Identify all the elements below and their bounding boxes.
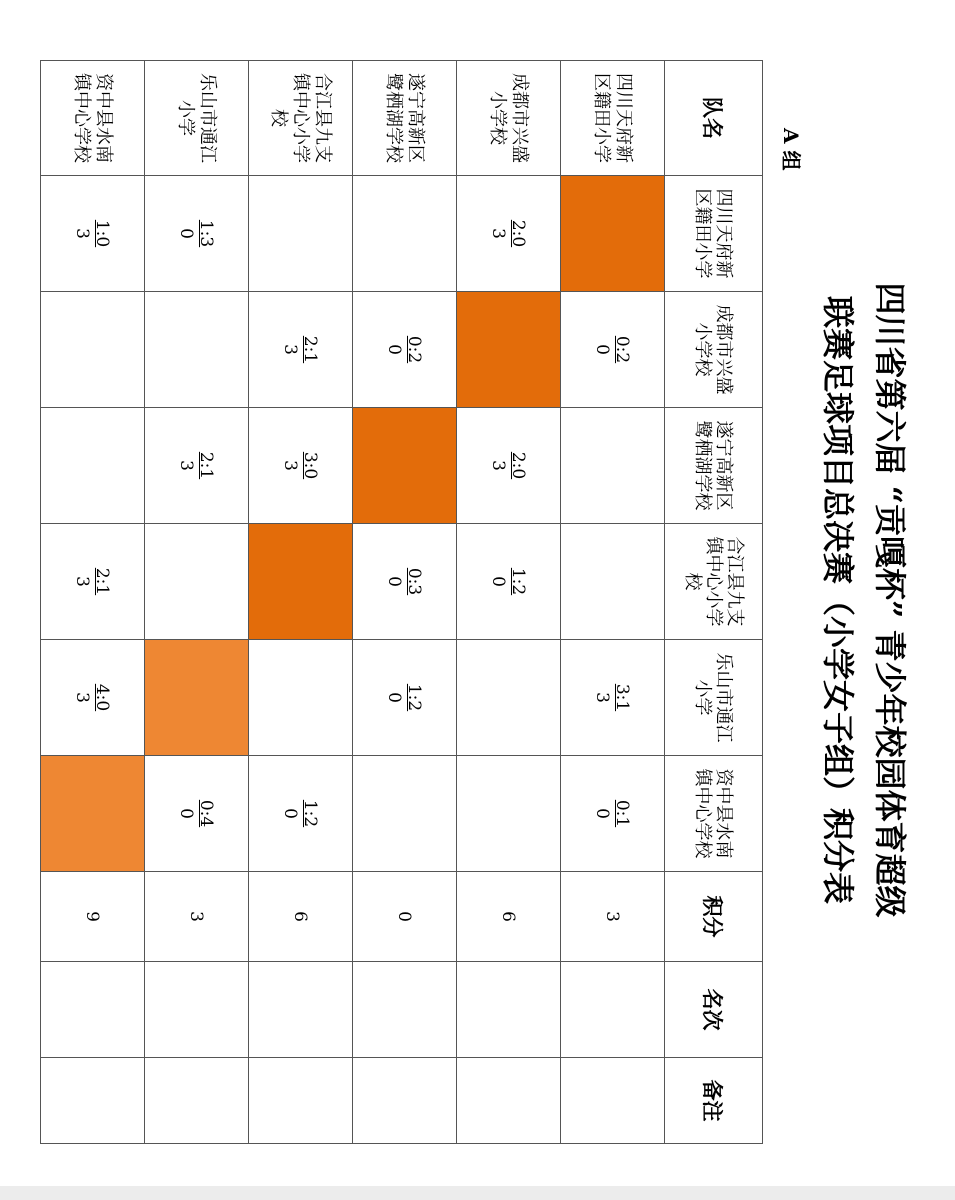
- match-score: 2:0: [508, 219, 529, 248]
- match-score: 2:0: [508, 451, 529, 480]
- table-row: [249, 61, 353, 1144]
- match-points: 0: [592, 344, 613, 355]
- table-row: [457, 61, 561, 1144]
- notes-cell: [41, 1058, 145, 1144]
- score-cell: [561, 292, 665, 408]
- match-points: 0: [592, 808, 613, 819]
- header-opponent: 成都市兴盛小学校: [665, 292, 763, 408]
- points-cell: 6: [249, 872, 353, 962]
- page-title-line-2: 联赛足球项目总决赛（小学女子组）积分表: [819, 295, 857, 904]
- match-score: 0:2: [612, 335, 633, 364]
- points-cell: 6: [457, 872, 561, 962]
- team-name: 合江县九支镇中心小学校: [249, 61, 353, 176]
- team-name: 乐山市通江小学: [145, 61, 249, 176]
- score-cell: [353, 640, 457, 756]
- score-cell: [353, 756, 457, 872]
- table-row: [41, 61, 145, 1144]
- rank-cell: [561, 962, 665, 1058]
- header-team: 队名: [665, 61, 763, 176]
- score-cell: [353, 292, 457, 408]
- score-cell: [249, 176, 353, 292]
- match-score: 1:2: [404, 683, 425, 712]
- group-label: A 组: [779, 128, 803, 171]
- table-row: [353, 61, 457, 1144]
- score-cell: [41, 176, 145, 292]
- score-cell: [457, 756, 561, 872]
- match-score: 0:2: [404, 335, 425, 364]
- diagonal-cell: [457, 292, 561, 408]
- score-cell: [145, 524, 249, 640]
- score-cell: [41, 408, 145, 524]
- score-cell: [145, 292, 249, 408]
- match-points: 0: [384, 692, 405, 703]
- score-cell: [41, 524, 145, 640]
- match-points: 3: [72, 228, 93, 239]
- score-cell: [41, 640, 145, 756]
- match-points: 0: [176, 228, 197, 239]
- team-name: 四川天府新区籍田小学: [561, 61, 665, 176]
- match-score: 1:2: [508, 567, 529, 596]
- match-points: 0: [176, 808, 197, 819]
- diagonal-cell: [353, 408, 457, 524]
- header-opponent: 四川天府新区籍田小学: [665, 176, 763, 292]
- match-score: 1:0: [92, 219, 113, 248]
- match-score: 2:1: [92, 567, 113, 596]
- score-cell: [41, 292, 145, 408]
- match-score: 2:1: [196, 451, 217, 480]
- team-name: 资中县水南镇中心学校: [41, 61, 145, 176]
- match-points: 3: [72, 576, 93, 587]
- score-cell: [145, 408, 249, 524]
- points-cell: 9: [41, 872, 145, 962]
- match-score: 0:3: [404, 567, 425, 596]
- score-cell: [457, 524, 561, 640]
- notes-cell: [457, 1058, 561, 1144]
- score-cell: [561, 640, 665, 756]
- points-cell: 3: [145, 872, 249, 962]
- match-points: 0: [488, 576, 509, 587]
- match-score: 1:3: [196, 219, 217, 248]
- header-points: 积分: [665, 872, 763, 962]
- score-cell: [145, 756, 249, 872]
- diagonal-cell: [145, 640, 249, 756]
- match-points: 3: [592, 692, 613, 703]
- page-title-line-1: 四川省第六届 “贡嘎杯” 青少年校园体育超级: [871, 282, 909, 918]
- match-points: 0: [384, 576, 405, 587]
- points-cell: 3: [561, 872, 665, 962]
- header-rank: 名次: [665, 962, 763, 1058]
- points-cell: 0: [353, 872, 457, 962]
- match-score: 0:1: [612, 799, 633, 828]
- header-opponent: 资中县水南镇中心学校: [665, 756, 763, 872]
- match-score: 1:2: [300, 799, 321, 828]
- score-cell: [353, 176, 457, 292]
- notes-cell: [353, 1058, 457, 1144]
- match-points: 3: [176, 460, 197, 471]
- header-notes: 备注: [665, 1058, 763, 1144]
- notes-cell: [145, 1058, 249, 1144]
- match-points: 3: [72, 692, 93, 703]
- rank-cell: [457, 962, 561, 1058]
- notes-cell: [249, 1058, 353, 1144]
- rank-cell: [249, 962, 353, 1058]
- rank-cell: [145, 962, 249, 1058]
- score-cell: [457, 408, 561, 524]
- score-cell: [457, 640, 561, 756]
- match-score: 4:0: [92, 683, 113, 712]
- header-opponent: 遂宁高新区鹭栖湖学校: [665, 408, 763, 524]
- team-name: 遂宁高新区鹭栖湖学校: [353, 61, 457, 176]
- score-cell: [145, 176, 249, 292]
- score-cell: [249, 408, 353, 524]
- standings-table: [40, 60, 763, 1144]
- header-row: [665, 61, 763, 1144]
- match-score: 3:1: [612, 683, 633, 712]
- match-points: 0: [280, 808, 301, 819]
- score-cell: [249, 292, 353, 408]
- header-opponent: 合江县九支镇中心小学校: [665, 524, 763, 640]
- match-score: 2:1: [300, 335, 321, 364]
- match-points: 3: [280, 460, 301, 471]
- diagonal-cell: [41, 756, 145, 872]
- diagonal-cell: [249, 524, 353, 640]
- header-opponent: 乐山市通江小学: [665, 640, 763, 756]
- rank-cell: [41, 962, 145, 1058]
- team-name: 成都市兴盛小学校: [457, 61, 561, 176]
- match-points: 3: [488, 460, 509, 471]
- score-cell: [561, 756, 665, 872]
- score-cell: [249, 640, 353, 756]
- notes-cell: [561, 1058, 665, 1144]
- rank-cell: [353, 962, 457, 1058]
- match-points: 3: [280, 344, 301, 355]
- diagonal-cell: [561, 176, 665, 292]
- score-cell: [353, 524, 457, 640]
- match-points: 0: [384, 344, 405, 355]
- score-cell: [249, 756, 353, 872]
- score-cell: [457, 176, 561, 292]
- match-points: 3: [488, 228, 509, 239]
- match-score: 0:4: [196, 799, 217, 828]
- table-row: [145, 61, 249, 1144]
- match-score: 3:0: [300, 451, 321, 480]
- score-cell: [561, 524, 665, 640]
- score-cell: [561, 408, 665, 524]
- table-row: [561, 61, 665, 1144]
